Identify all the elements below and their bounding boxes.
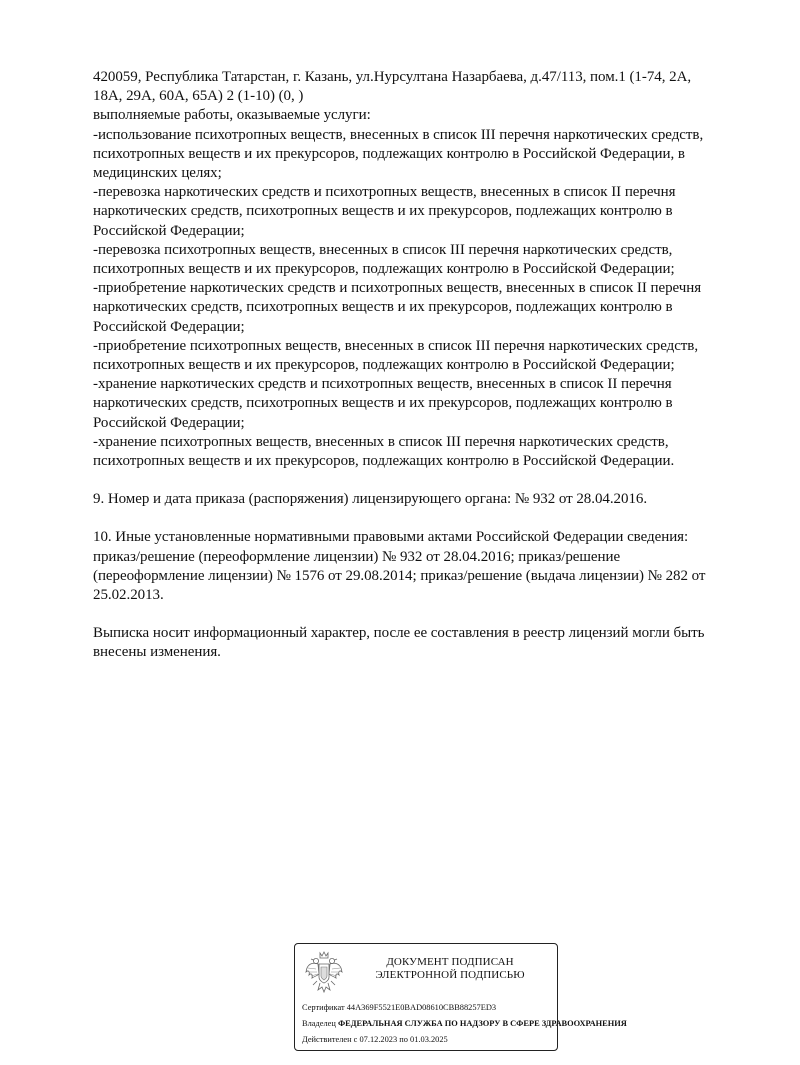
services-line: -хранение наркотических средств и психотропных веществ, внесенных в список II перечня	[93, 376, 672, 393]
services-line: -перевозка психотропных веществ, внесенных в список III перечня наркотических средств,	[93, 241, 673, 258]
services-line: выполняемые работы, оказываемые услуги:	[93, 107, 371, 124]
section-10	[93, 528, 763, 605]
certificate-value: 44A369F5521E0BAD08610CBB88257ED3	[346, 1003, 497, 1012]
stamp-title-line: ЭЛЕКТРОННОЙ ПОДПИСЬЮ	[375, 969, 525, 981]
paragraph-gap	[93, 605, 763, 624]
stamp-title	[345, 956, 555, 982]
services-line: -приобретение психотропных веществ, внесенных в список III перечня наркотических средств,	[93, 337, 699, 354]
address-line: 18А, 29А, 60А, 65А) 2 (1-10) (0, )	[93, 88, 304, 105]
address-block	[93, 68, 763, 106]
services-line: психотропных веществ и их прекурсоров, подлежащих контролю в Российской Федерации;	[93, 261, 675, 278]
stamp-owner	[302, 1019, 627, 1029]
services-block	[93, 106, 763, 471]
stamp-title-line: ДОКУМЕНТ ПОДПИСАН	[386, 956, 514, 968]
electronic-signature-stamp	[294, 943, 627, 1051]
section-10-line: 10. Иные установленные нормативными правовыми актами Российской Федерации сведения:	[93, 529, 689, 546]
section-9	[93, 490, 763, 509]
note-line: внесены изменения.	[93, 644, 221, 661]
services-line: -использование психотропных веществ, внесенных в список III перечня наркотических средств,	[93, 126, 704, 143]
services-line: психотропных веществ и их прекурсоров, подлежащих контролю в Российской Федерации;	[93, 357, 675, 374]
services-line: Российской Федерации;	[93, 222, 245, 239]
section-10-line: (переоформление лицензии) № 1576 от 29.08.2014; приказ/решение (выдача лицензии) № 282 от	[93, 567, 706, 584]
russian-coat-of-arms-icon	[304, 950, 344, 994]
paragraph-gap	[93, 471, 763, 490]
certificate-label: Сертификат	[302, 1003, 345, 1012]
services-line: психотропных веществ и их прекурсоров, подлежащих контролю в Российской Федерации, в	[93, 145, 685, 162]
services-line: наркотических средств, психотропных веществ и их прекурсоров, подлежащих контролю в	[93, 395, 673, 412]
owner-value: ФЕДЕРАЛЬНАЯ СЛУЖБА ПО НАДЗОРУ В СФЕРЕ ЗДРАВООХРАНЕНИЯ	[337, 1019, 627, 1028]
owner-label: Владелец	[302, 1019, 336, 1028]
services-line: психотропных веществ и их прекурсоров, подлежащих контролю в Российской Федерации.	[93, 453, 675, 470]
section-9-line: 9. Номер и дата приказа (распоряжения) лицензирующего органа: № 932 от 28.04.2016.	[93, 491, 648, 508]
services-line: Российской Федерации;	[93, 318, 245, 335]
section-10-line: 25.02.2013.	[93, 587, 164, 604]
services-line: -приобретение наркотических средств и психотропных веществ, внесенных в список II перечня	[93, 280, 702, 297]
services-line: -хранение психотропных веществ, внесенных в список III перечня наркотических средств,	[93, 433, 669, 450]
stamp-validity: Действителен с 07.12.2023 по 01.03.2025	[302, 1035, 448, 1044]
document-body	[93, 68, 763, 663]
services-line: -перевозка наркотических средств и психотропных веществ, внесенных в список II перечня	[93, 184, 676, 201]
paragraph-gap	[93, 509, 763, 528]
services-line: наркотических средств, психотропных веществ и их прекурсоров, подлежащих контролю в	[93, 299, 673, 316]
disclaimer-note	[93, 624, 763, 662]
section-10-line: приказ/решение (переоформление лицензии) № 932 от 28.04.2016; приказ/решение	[93, 548, 621, 565]
note-line: Выписка носит информационный характер, после ее составления в реестр лицензий могли быть	[93, 625, 705, 642]
services-line: наркотических средств, психотропных веществ и их прекурсоров, подлежащих контролю в	[93, 203, 673, 220]
services-line: Российской Федерации;	[93, 414, 245, 431]
stamp-certificate	[302, 1003, 496, 1013]
address-line: 420059, Республика Татарстан, г. Казань, ул.Нурсултана Назарбаева, д.47/113, пом.1 (1-74, 2А,	[93, 69, 692, 85]
services-line: медицинских целях;	[93, 165, 222, 182]
